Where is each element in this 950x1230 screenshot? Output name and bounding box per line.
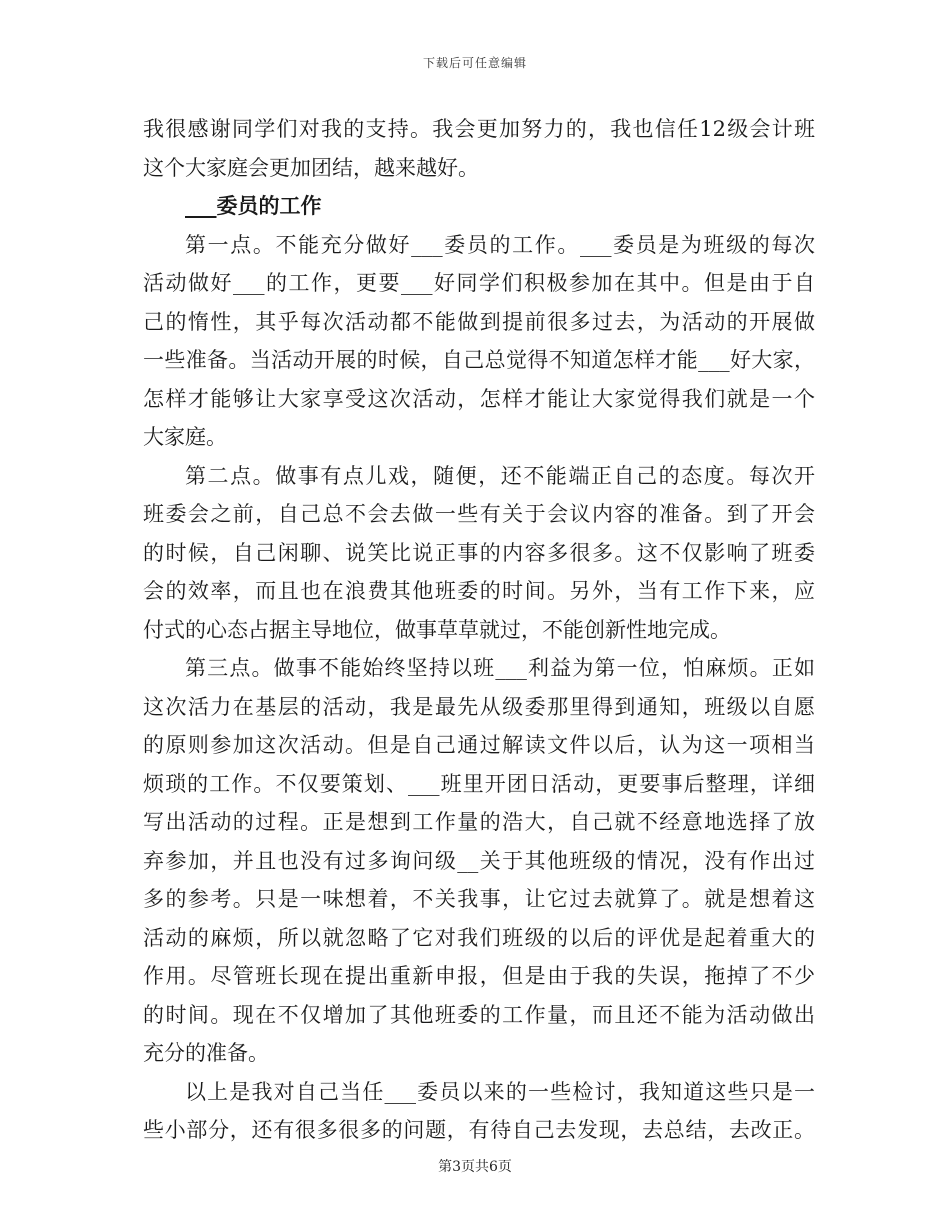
text-line: 一些准备。当活动开展的时候，自己总觉得不知道怎样才能___好大家，	[143, 348, 815, 372]
text-line: 多的参考。只是一味想着，不关我事，让它过去就算了。就是想着这	[143, 887, 815, 911]
text-line: 这次活力在基层的活动，我是最先从级委那里得到通知，班级以自愿	[143, 694, 815, 719]
text-line: 大家庭。	[143, 425, 227, 449]
text-line: 写出活动的过程。正是想到工作量的浩大，自己就不经意地选择了放	[143, 810, 815, 834]
paragraph-first-line: 第一点。不能充分做好___委员的工作。___委员是为班级的每次	[185, 232, 815, 257]
text-line: 的时候，自己闲聊、说笑比说正事的内容多很多。这不仅影响了班委	[143, 540, 815, 565]
text-line: 班委会之前，自己总不会去做一些有关于会议内容的准备。到了开会	[143, 502, 815, 526]
text-line: 充分的准备。	[143, 1041, 269, 1065]
text-line: 弃参加，并且也没有过多询问级__关于其他班级的情况，没有作出过	[143, 848, 815, 873]
text-line: 活动的麻烦，所以就忽略了它对我们班级的以后的评优是起着重大的	[143, 925, 815, 950]
text-line: 些小部分，还有很多很多的问题，有待自己去发现，去总结，去改正。	[143, 1118, 815, 1142]
header-note: 下载后可任意编辑	[422, 56, 527, 70]
text-line: 的原则参加这次活动。但是自己通过解读文件以后，认为这一项相当	[143, 733, 815, 757]
text-line: 付式的心态占据主导地位，做事草草就过，不能创新性地完成。	[143, 617, 731, 642]
text-line: 这个大家庭会更加团结，越来越好。	[143, 155, 479, 180]
text-line: 我很感谢同学们对我的支持。我会更加努力的，我也信任12级会计班	[143, 117, 815, 141]
paragraph-first-line: 第二点。做事有点儿戏，随便，还不能端正自己的态度。每次开	[185, 463, 815, 488]
text-line: 作用。尽管班长现在提出重新申报，但是由于我的失误，拖掉了不少	[143, 964, 815, 988]
text-line: 己的惰性，其乎每次活动都不能做到提前很多过去，为活动的开展做	[143, 309, 815, 334]
text-line: 的时间。现在不仅增加了其他班委的工作量，而且还不能为活动做出	[143, 1002, 815, 1027]
text-line: 活动做好___的工作，更要___好同学们积极参加在其中。但是由于自	[143, 271, 815, 295]
paragraph-first-line: 以上是我对自己当任___委员以来的一些检讨，我知道这些只是一	[185, 1079, 815, 1104]
section-heading: ___委员的工作	[185, 193, 322, 218]
text-line: 烦琐的工作。不仅要策划、___班里开团日活动，更要事后整理，详细	[143, 771, 815, 796]
text-line: 会的效率，而且也在浪费其他班委的时间。另外，当有工作下来，应	[143, 579, 815, 603]
paragraph-first-line: 第三点。做事不能始终坚持以班___利益为第一位，怕麻烦。正如	[185, 656, 815, 680]
document-body	[143, 110, 815, 1150]
text-line: 怎样才能够让大家享受这次活动，怎样才能让大家觉得我们就是一个	[143, 386, 815, 411]
page-number: 第3页共6页	[438, 1159, 512, 1175]
